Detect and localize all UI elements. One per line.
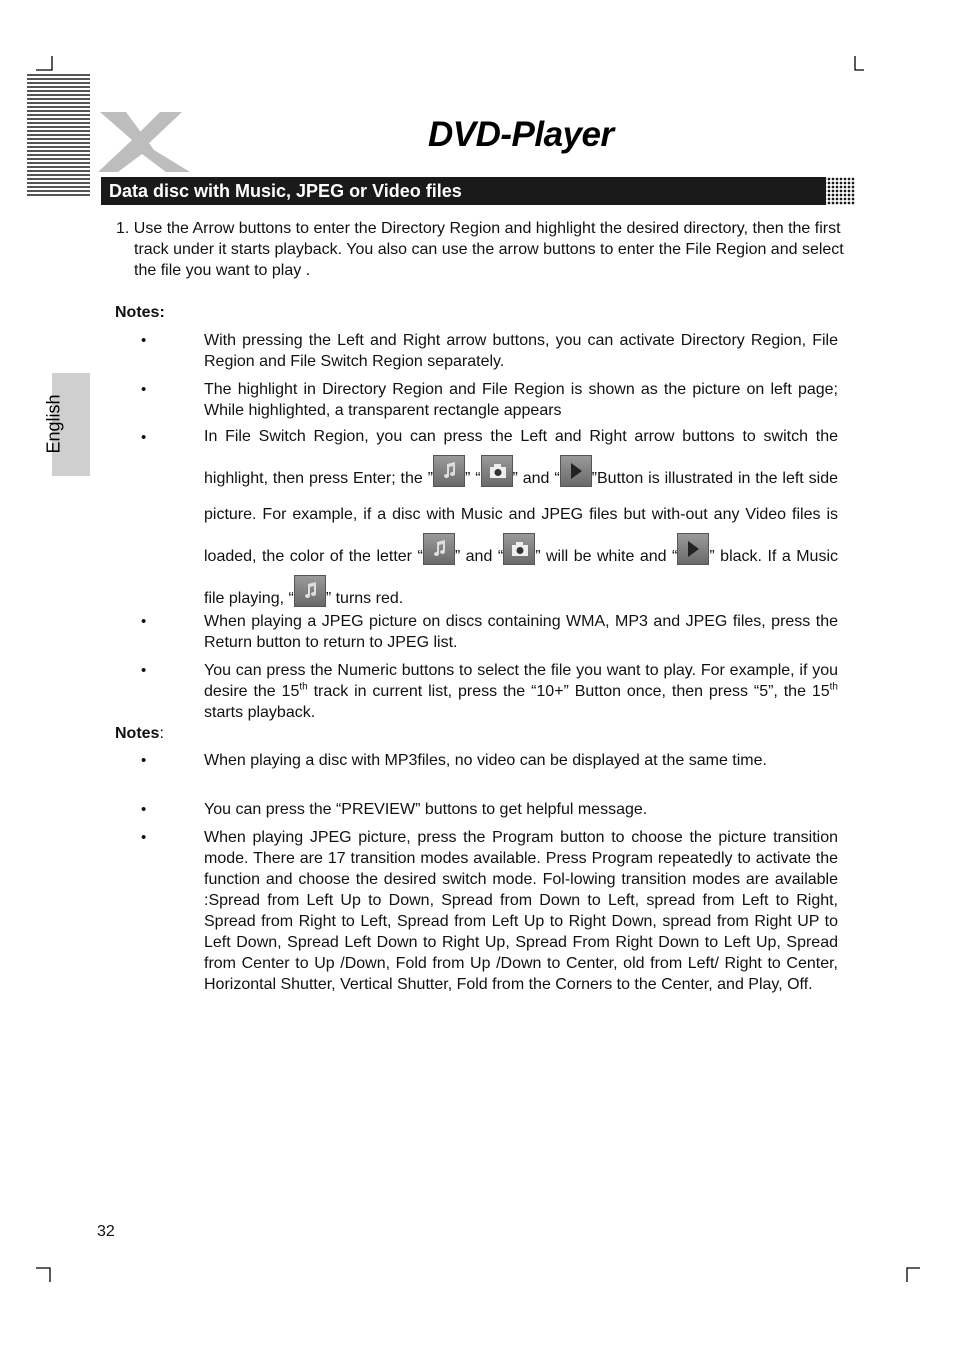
page-number: 32 [97,1223,115,1240]
note2-bullet-3: When playing JPEG picture, press the Program button to choose the picture transition mode. There are 17 transition modes available. Press Program repeatedly to activate the function and choose the desired switch mode. Fol-lowing transition modes are available :Spread from Left Up to Down, Spread from Down to Left, spread from Left to Right, Spread from Right to Left, Spread from Left Up to Right Down, spread from Right UP to Left Down, Spread Left Down to Right Up, Spread From Right Down to Left Up, Spread from Center to Up /Down, Fold from Up /Down to Center, old from Left/ Right to Center, Horizontal Shutter, Vertical Shutter, Fold from the Corners to the Center, and Play, Off. [204,829,838,993]
crop-mark-bottom-right [904,1266,922,1282]
crop-mark-bottom-left [36,1266,54,1282]
note-bullet-2: The highlight in Directory Region and File Region is shown as the picture on left page; While highlighted, a transparent rectangle appears [204,381,838,419]
notes-heading-1: Notes: [115,304,165,321]
note-bullet-4: When playing a JPEG picture on discs containing WMA, MP3 and JPEG files, press the Return button to return to JPEG list. [204,613,838,651]
note2-bullet-2: You can press the “PREVIEW” buttons to get helpful message. [204,801,648,818]
bullet-3-text: ” will be white and “ [535,548,678,565]
bullet-dot: • [141,752,147,769]
notes-heading-colon: : [159,725,164,742]
ordinal-suffix: th [829,681,838,693]
x-logo-icon [96,106,196,176]
section-header-dots [815,177,855,205]
bullet-3-text: ” “ [465,470,481,487]
bullet-dot: • [141,613,147,630]
camera-icon [503,533,535,565]
bullet-3-text: ” and “ [454,548,504,565]
bullet-3-text: ” turns red. [325,590,404,607]
play-icon [677,533,709,565]
section-title: Data disc with Music, JPEG or Video files [109,181,462,201]
language-tab-label: English [43,394,64,454]
bullet-3-text: In File Switch Region, you can press the Left and Right arrow buttons to switch the highlight, then press Enter; the ” [204,428,838,487]
bullet-3-text: ” black. If a Music file playing, “ [204,548,839,607]
bullet-dot: • [141,429,147,446]
bullet-3-text: ”Button is illustrated in the left side picture. For example, if a disc with Music and JPEG files but with-out any Video files is loaded, the color of the letter “ [204,470,838,565]
page-title: DVD-Player [428,115,614,154]
bullet-dot: • [141,662,147,679]
step-1: 1. Use the Arrow buttons to enter the Directory Region and highlight the desired directory, then the first track under it starts playback. You also can use the arrow buttons to enter the File Region and select the file you want to play . [116,220,844,279]
music-note-icon [294,575,326,607]
note-bullet-1: With pressing the Left and Right arrow buttons, you can activate Directory Region, File Region and File Switch Region separately. [204,332,838,370]
note-bullet-3 [204,419,838,617]
note-bullet-5 [204,660,838,723]
bullet-5-text: starts playback. [204,704,316,721]
play-icon [560,455,592,487]
bullet-3-text: ” and “ [512,470,560,487]
music-note-icon [433,455,465,487]
note2-bullet-1: When playing a disc with MP3files, no video can be displayed at the same time. [204,752,767,769]
ordinal-suffix: th [299,681,308,693]
camera-icon [481,455,513,487]
notes-heading-text: Notes [115,725,160,742]
crop-mark-top-right [852,56,866,72]
bullet-dot: • [141,381,147,398]
bullet-5-text: track in current list, press the “10+” Button once, then press “5”, the 15 [307,683,830,700]
bullet-dot: • [141,332,147,349]
bullet-5-text: You can press the Numeric buttons to select the file you want to play. For example, if you desire the 15 [204,662,838,700]
bullet-dot: • [141,829,147,846]
music-note-icon [423,533,455,565]
header-stripes [27,72,90,198]
notes-heading-2 [115,723,164,744]
bullet-dot: • [141,801,147,818]
